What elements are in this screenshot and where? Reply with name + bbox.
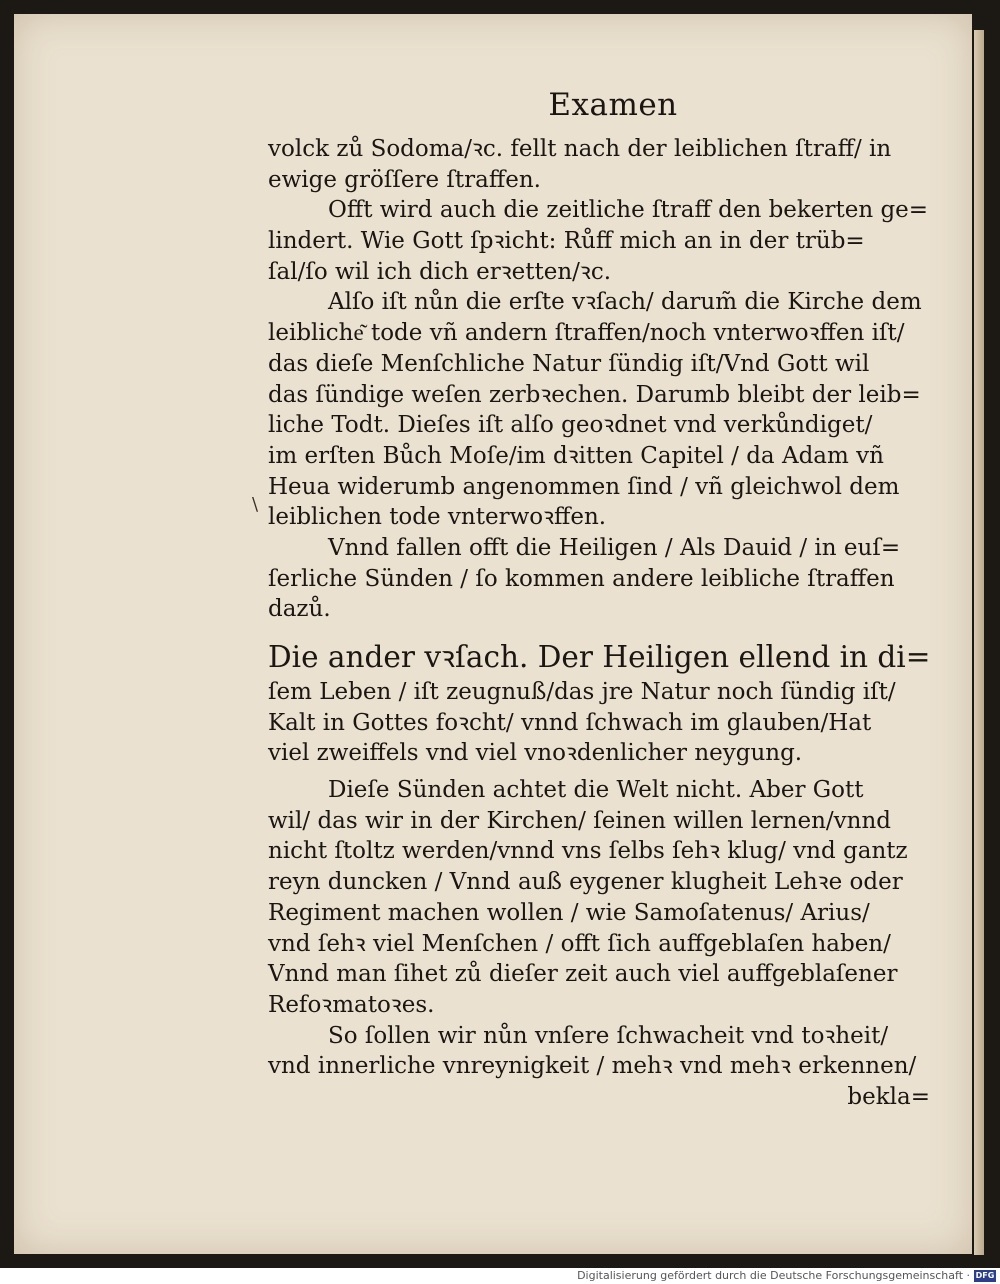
text-line: Heua widerumb angenommen ſind / vñ gleichwol dem <box>268 473 900 500</box>
text-block <box>268 80 938 1112</box>
text-line: das ſündige weſen zerbꝛechen. Darumb bleibt der leib= <box>268 381 921 408</box>
paragraph-1 <box>268 134 938 195</box>
paragraph-2 <box>268 195 938 287</box>
text-line: Kalt in Gottes foꝛcht/ vnnd ſchwach im glauben/Hat <box>268 709 872 736</box>
text-line: vnd ſehꝛ viel Menſchen / offt ſich auffgeblaſen haben/ <box>268 930 891 957</box>
paragraph-5 <box>268 775 938 1021</box>
margin-mark: \ <box>252 494 259 515</box>
text-line: ſal/ſo wil ich dich erꝛetten/ꝛc. <box>268 258 612 285</box>
text-line: viel zweiffels vnd viel vnoꝛdenlicher neygung. <box>268 740 803 767</box>
paragraph-4 <box>268 533 938 625</box>
text-line: ſerliche Sünden / ſo kommen andere leibliche ſtraffen <box>268 565 895 592</box>
footer-bar <box>0 1268 1000 1284</box>
text-line: dazů. <box>268 596 331 623</box>
text-line: reyn duncken / Vnnd auß eygener klugheit Lehꝛe oder <box>268 869 903 896</box>
text-line: vnd innerliche vnreynigkeit / mehꝛ vnd mehꝛ erkennen/ <box>268 1053 917 1080</box>
text-line: Dieſe Sünden achtet die Welt nicht. Aber Gott <box>328 777 864 804</box>
catchword: bekla= <box>847 1083 930 1110</box>
text-line: Offt wird auch die zeitliche ſtraff den bekerten ge= <box>328 197 929 224</box>
text-line: Refoꝛmatoꝛes. <box>268 991 435 1018</box>
text-line: lindert. Wie Gott ſpꝛicht: Růff mich an in der trüb= <box>268 228 865 255</box>
text-line: leiblichen tode vnterwoꝛffen. <box>268 504 607 531</box>
paragraph-6 <box>268 1021 938 1082</box>
text-line: Alſo iſt nůn die erſte vꝛſach/ darum̃ die Kirche dem <box>328 289 922 316</box>
dfg-logo-icon: DFG <box>975 1271 995 1280</box>
paragraph-heading-continuation <box>268 677 938 769</box>
paragraph-3 <box>268 287 938 533</box>
text-line: wil/ das wir in der Kirchen/ ſeinen willen lernen/vnnd <box>268 807 891 834</box>
text-line: liche Todt. Dieſes iſt alſo geoꝛdnet vnd verkůndiget/ <box>268 412 873 439</box>
text-line: So ſollen wir nůn vnſere ſchwacheit vnd toꝛheit/ <box>328 1022 889 1049</box>
text-line: volck zů Sodoma/ꝛc. fellt nach der leiblichen ſtraff/ in <box>268 136 892 162</box>
text-line: Regiment machen wollen / wie Samoſatenus/ Arius/ <box>268 899 870 926</box>
digitization-credit: Digitalisierung gefördert durch die Deutsche Forschungsgemeinschaft · <box>577 1269 970 1282</box>
text-line: nicht ſtoltz werden/vnnd vns ſelbs ſehꝛ klug/ vnd gantz <box>268 838 908 865</box>
text-line: Vnnd man ſihet zů dieſer zeit auch viel auffgeblaſener <box>268 961 898 988</box>
running-head: Examen <box>548 87 678 123</box>
page-edge <box>974 30 984 1255</box>
text-line: ewige gröſſere ſtraffen. <box>268 166 541 193</box>
text-line: ſem Leben / iſt zeugnuß/das jre Natur noch ſündig iſt/ <box>268 679 896 705</box>
text-line: Vnnd fallen offt die Heiligen / Als Dauid / in euſ= <box>328 534 901 561</box>
text-line: das dieſe Menſchliche Natur ſündig iſt/Vnd Gott wil <box>268 350 870 377</box>
text-line: leibliche͂ tode vñ andern ſtraffen/noch vnterwoꝛffen iſt/ <box>268 320 905 347</box>
section-heading: Die ander vꝛſach. Der Heiligen ellend in di= <box>268 640 931 674</box>
text-line: im erſten Bůch Moſe/im dꝛitten Capitel / da Adam vñ <box>268 442 884 469</box>
